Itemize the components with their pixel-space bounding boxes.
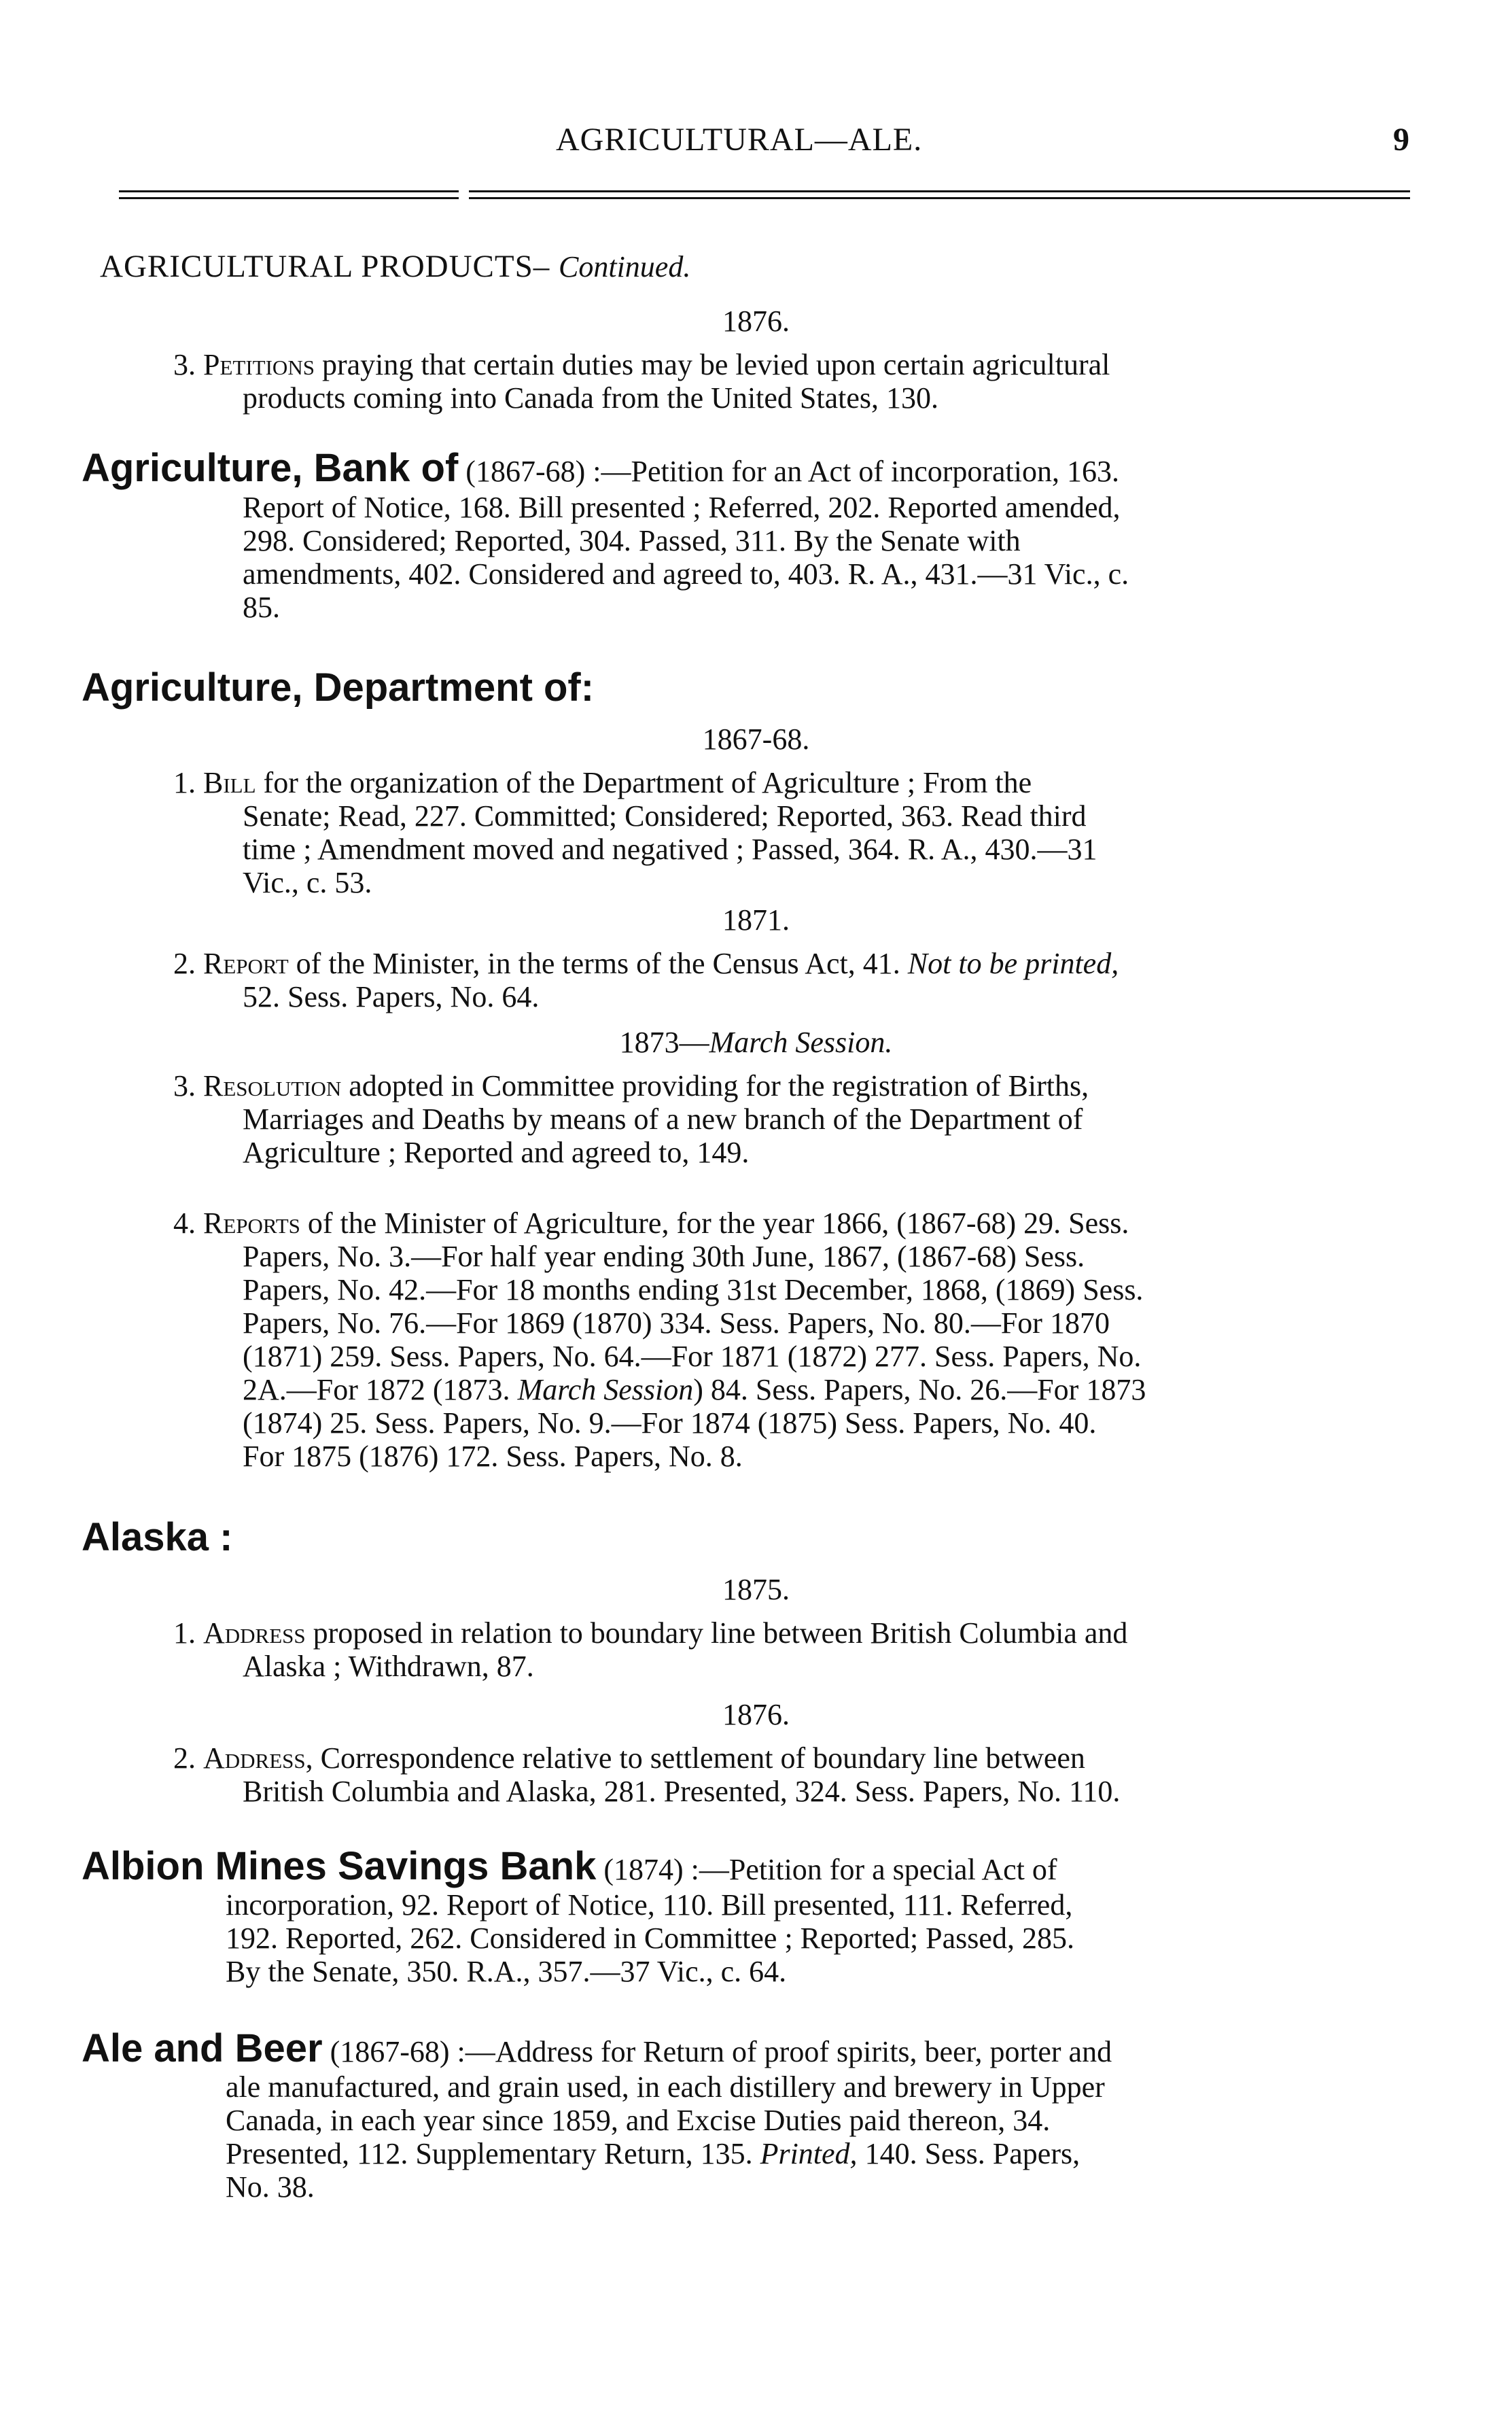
entry-lead: Petitions — [203, 348, 315, 381]
header-rule-right-2 — [469, 197, 1410, 199]
entry-lead: Address, — [203, 1741, 313, 1775]
year-text: 1873— — [619, 1026, 709, 1059]
entry-address — [173, 1616, 1127, 1650]
running-title: AGRICULTURAL—ALE. — [556, 122, 923, 158]
running-head — [0, 121, 1512, 162]
entry-text: ) 84. Sess. Papers, No. 26.—For 1873 — [693, 1373, 1146, 1406]
bank-line-2: Report of Notice, 168. Bill presented ; Referred, 202. Reported amended, — [243, 491, 1121, 524]
bank-line-3: 298. Considered; Reported, 304. Passed, 311. By the Senate with — [243, 524, 1021, 557]
entry-line: (1871) 259. Sess. Papers, No. 64.—For 1871 (1872) 277. Sess. Papers, No. — [243, 1340, 1142, 1373]
entry-line: Agriculture ; Reported and agreed to, 149. — [243, 1136, 750, 1169]
entry-line: of the Minister, in the terms of the Census Act, 41. — [288, 947, 908, 980]
ale-line-5: No. 38. — [226, 2170, 315, 2204]
bank-line-5: 85. — [243, 591, 280, 624]
entry-text: Presented, 112. Supplementary Return, 135. — [226, 2137, 760, 2170]
entry-line: British Columbia and Alaska, 281. Presented, 324. Sess. Papers, No. 110. — [243, 1775, 1121, 1808]
entry-line: (1874) 25. Sess. Papers, No. 9.—For 1874 (1875) Sess. Papers, No. 40. — [243, 1406, 1097, 1440]
entry-line: Alaska ; Withdrawn, 87. — [243, 1650, 534, 1683]
entry-line: 52. Sess. Papers, No. 64. — [243, 980, 540, 1013]
year-label: 1875. — [722, 1573, 790, 1606]
section-heading: Agriculture, Bank of — [82, 446, 459, 490]
entry-petitions — [173, 348, 1410, 381]
continued-heading — [100, 248, 690, 285]
entry-line: Papers, No. 42.—For 18 months ending 31st December, 1868, (1869) Sess. — [243, 1273, 1144, 1306]
entry-resolution — [173, 1069, 1089, 1102]
entry-line-2: products coming into Canada from the United States, 130. — [243, 381, 939, 415]
ale-heading-line — [82, 2026, 1112, 2071]
entry-text: 2A.—For 1872 (1873. — [243, 1373, 518, 1406]
entry-italic: Not to be printed, — [907, 947, 1119, 980]
albion-heading-line — [82, 1843, 1057, 1889]
year-label: 1871. — [722, 903, 790, 937]
entry-number: 2. — [173, 947, 196, 980]
entry-number: 3. — [173, 348, 196, 381]
entry-line: for the organization of the Department of Agriculture ; From the — [256, 766, 1032, 799]
entry-line: Senate; Read, 227. Committed; Considered; Reported, 363. Read third — [243, 799, 1087, 833]
entry-lead: Bill — [203, 766, 256, 799]
entry-lead: Address — [203, 1616, 306, 1650]
entry-line: adopted in Committee providing for the registration of Births, — [341, 1069, 1089, 1102]
entry-line: Papers, No. 3.—For half year ending 30th June, 1867, (1867-68) Sess. — [243, 1240, 1085, 1273]
ale-line-2: ale manufactured, and grain used, in each distillery and brewery in Upper — [226, 2070, 1105, 2104]
header-rule-left — [119, 190, 459, 192]
albion-line-2: incorporation, 92. Report of Notice, 110. Bill presented, 111. Referred, — [226, 1888, 1073, 1922]
entry-number: 1. — [173, 766, 196, 799]
entry-line — [243, 1373, 1146, 1406]
entry-line: time ; Amendment moved and negatived ; Passed, 364. R. A., 430.—31 — [243, 833, 1097, 866]
entry-reports — [173, 1206, 1129, 1240]
entry-bill — [173, 766, 1032, 799]
entry-lead: Report — [203, 947, 289, 980]
section-heading: Ale and Beer — [82, 2026, 323, 2070]
year-label: 1876. — [722, 1698, 790, 1731]
entry-lead: Resolution — [203, 1069, 342, 1102]
entry-number: 1. — [173, 1616, 196, 1650]
year-label: 1876. — [722, 305, 790, 338]
year-label: 1867-68. — [702, 723, 810, 756]
continued-heading-text: AGRICULTURAL PRODUCTS– — [100, 249, 550, 284]
section-heading: Alaska : — [82, 1515, 233, 1559]
year-label-march — [0, 1025, 1512, 1060]
entry-number: 2. — [173, 1741, 196, 1775]
entry-report — [173, 947, 1119, 980]
bank-line-4: amendments, 402. Considered and agreed to, 403. R. A., 431.—31 Vic., c. — [243, 557, 1129, 591]
dept-heading-line — [82, 665, 594, 710]
entry-text: 140. Sess. Papers, — [857, 2137, 1080, 2170]
entry-line: Vic., c. 53. — [243, 866, 372, 899]
entry-line: Marriages and Deaths by means of a new branch of the Department of — [243, 1102, 1083, 1136]
entry-line: praying that certain duties may be levied upon certain agricultural — [314, 348, 1110, 381]
entry-italic: Printed, — [760, 2137, 858, 2170]
ale-line-3: Canada, in each year since 1859, and Excise Duties paid thereon, 34. — [226, 2104, 1051, 2137]
header-rule-right — [469, 190, 1410, 192]
heading-continuation: (1867-68) :—Petition for an Act of incorporation, 163. — [458, 455, 1120, 488]
entry-line: proposed in relation to boundary line between British Columbia and — [305, 1616, 1128, 1650]
entry-line: Correspondence relative to settlement of boundary line between — [313, 1741, 1085, 1775]
entry-address-2 — [173, 1741, 1085, 1775]
entry-lead: Reports — [203, 1206, 300, 1240]
alaska-heading-line — [82, 1514, 232, 1560]
entry-number: 4. — [173, 1206, 196, 1240]
entry-line: For 1875 (1876) 172. Sess. Papers, No. 8. — [243, 1440, 743, 1473]
continued-label: Continued. — [559, 250, 691, 283]
ale-line-4 — [226, 2137, 1080, 2170]
page-number: 9 — [1393, 122, 1409, 158]
entry-line: of the Minister of Agriculture, for the year 1866, (1867-68) 29. Sess. — [300, 1206, 1129, 1240]
albion-line-3: 192. Reported, 262. Considered in Committee ; Reported; Passed, 285. — [226, 1922, 1074, 1955]
section-heading: Agriculture, Department of: — [82, 665, 595, 710]
albion-line-4: By the Senate, 350. R.A., 357.—37 Vic., c. 64. — [226, 1955, 787, 1988]
header-rule-left-2 — [119, 197, 459, 199]
heading-continuation: (1867-68) :—Address for Return of proof spirits, beer, porter and — [322, 2035, 1112, 2068]
heading-continuation: (1874) :—Petition for a special Act of — [596, 1853, 1057, 1886]
entry-italic: March Session — [517, 1373, 694, 1406]
year-italic: March Session. — [709, 1026, 893, 1059]
entry-line: Papers, No. 76.—For 1869 (1870) 334. Sess. Papers, No. 80.—For 1870 — [243, 1306, 1110, 1340]
bank-heading-line — [82, 445, 1119, 491]
section-heading: Albion Mines Savings Bank — [82, 1844, 597, 1888]
entry-number: 3. — [173, 1069, 196, 1102]
